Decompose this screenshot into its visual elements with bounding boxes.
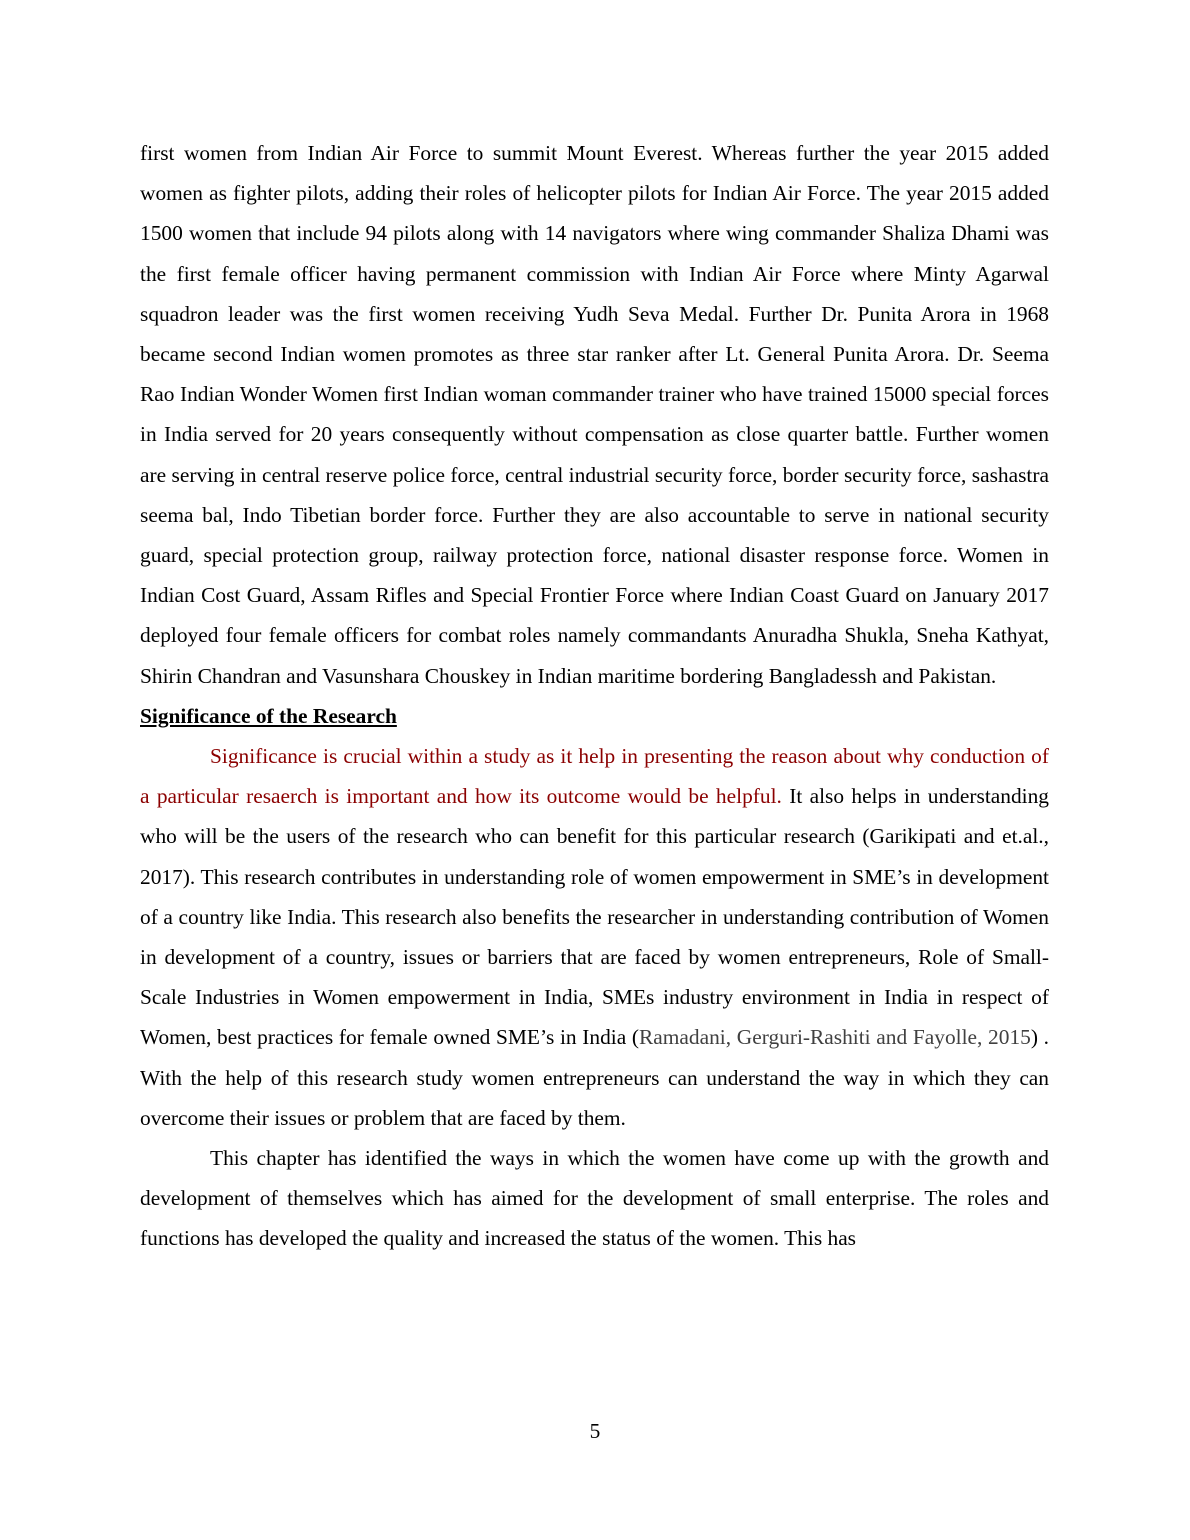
document-body xyxy=(140,133,1049,1259)
paragraph-military-women: first women from Indian Air Force to summit Mount Everest. Whereas further the year 2015 added women as fighter pilots, adding their roles of helicopter pilots for Indian Air Force. The year 2015 added 1500 women that include 94 pilots along with 14 navigators where wing commander Shaliza Dhami was the first female officer having permanent commission with Indian Air Force where Minty Agarwal squadron leader was the first women receiving Yudh Seva Medal. Further Dr. Punita Arora in 1968 became second Indian women promotes as three star ranker after Lt. General Punita Arora. Dr. Seema Rao Indian Wonder Women first Indian woman commander trainer who have trained 15000 special forces in India served for 20 years consequently without compensation as close quarter battle. Further women are serving in central reserve police force, central industrial security force, border security force, sashastra seema bal, Indo Tibetian border force. Further they are also accountable to serve in national security guard, special protection group, railway protection force, national disaster response force. Women in Indian Cost Guard, Assam Rifles and Special Frontier Force where Indian Coast Guard on January 2017 deployed four female officers for combat roles namely commandants Anuradha Shukla, Sneha Kathyat, Shirin Chandran and Vasunshara Chouskey in Indian maritime bordering Bangladessh and Pakistan. xyxy=(140,141,1049,688)
citation-ramadani: Ramadani, Gerguri-Rashiti and Fayolle, 2015 xyxy=(639,1025,1031,1050)
page-number: 5 xyxy=(589,1419,601,1443)
paragraph-significance xyxy=(140,736,1049,1138)
paragraph-chapter-summary: This chapter has identified the ways in which the women have come up with the growth and development of themselves which has aimed for the development of small enterprise. The roles and functions has developed the quality and increased the status of the women. This has xyxy=(140,1146,1049,1251)
section-heading-significance: Significance of the Research xyxy=(140,703,397,728)
paragraph-significance-text: It also helps in understanding who will be the users of the research who can benefit for this particular research (Garikipati and et.al., 2017). This research contributes in understanding role of women empowerment in SME’s in development of a country like India. This research also benefits the researcher in understanding contribution of Women in development of a country, issues or barriers that are faced by women entrepreneurs, Role of Small-Scale Industries in Women empowerment in India, SMEs industry environment in India in respect of Women, best practices for female owned SME’s in India ( xyxy=(140,784,1049,1050)
highlighted-sentence: Significance is crucial within a study as it help in presenting the reason about why conduction of a particular resaerch is important and how its outcome would be helpful. xyxy=(140,744,1049,809)
paragraph-significance-text-end: ) . With the help of this research study women entrepreneurs can understand the way in which they can overcome their issues or problem that are faced by them. xyxy=(140,1025,1049,1130)
